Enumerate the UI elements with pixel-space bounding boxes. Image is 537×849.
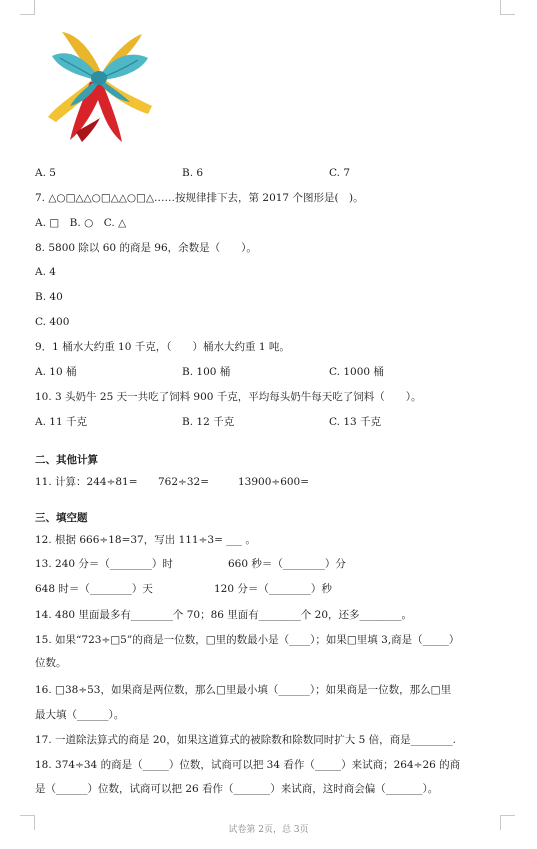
q11-part-a: 11. 计算：244÷81= [35,476,138,488]
question-15-line-2: 位数。 [35,657,67,669]
question-7: 7. △○□△△○□△△○□△……按规律排下去，第 2017 个图形是( )。 [35,192,364,204]
q9-option-c: C. 1000 桶 [329,366,384,378]
q13-part-b: 660 秒＝（________）分 [228,558,346,570]
question-14: 14. 480 里面最多有________个 70；86 里面有________个 20，还多________。 [35,609,413,621]
ribbon-bow-image [30,22,166,148]
q11-part-c: 13900÷600= [238,476,310,488]
corner-mark-top-right [500,0,515,15]
q6-option-c: C. 7 [329,167,351,179]
q7-options: A. □ B. ○ C. △ [35,217,127,229]
q11-part-b: 762÷32= [158,476,209,488]
q13-part-c: 648 时＝（________）天 [35,583,153,595]
q10-option-a: A. 11 千克 [35,416,87,428]
q8-option-b: B. 40 [35,291,63,303]
q13-part-d: 120 分＝（________）秒 [214,583,332,595]
q6-option-b: B. 6 [182,167,204,179]
corner-mark-top-left [20,0,35,15]
q8-option-c: C. 400 [35,316,70,328]
q6-option-a: A. 5 [35,167,56,179]
question-15-line-1: 15. 如果“723÷□5”的商是一位数，□里的数最小是（____）；如果□里填 3,商是（_____） [35,634,460,646]
question-18-line-2: 是（______）位数，试商可以把 26 看作（_______）来试商，这时商会偏（_______）。 [35,783,439,795]
question-16-line-1: 16. □38÷53，如果商是两位数，那么□里最小填（______）；如果商是一位数，那么□里 [35,684,452,696]
section-3-heading: 三、填空题 [35,512,88,524]
q9-option-a: A. 10 桶 [35,366,77,378]
q10-option-b: B. 12 千克 [182,416,235,428]
question-17: 17. 一道除法算式的商是 20，如果这道算式的被除数和除数同时扩大 5 倍，商是________. [35,734,456,746]
question-12: 12. 根据 666÷18=37，写出 111÷3= ___ 。 [35,534,256,546]
section-2-heading: 二、其他计算 [35,454,98,466]
question-10: 10. 3 头奶牛 25 天一共吃了饲料 900 千克，平均每头奶牛每天吃了饲料（ ）。 [35,391,422,403]
question-9: 9．1 桶水大约重 10 千克，（ ）桶水大约重 1 吨。 [35,341,290,353]
question-16-line-2: 最大填（______）。 [35,709,125,721]
question-8: 8. 5800 除以 60 的商是 96，余数是（ ）。 [35,242,257,254]
q10-option-c: C. 13 千克 [329,416,382,428]
question-18-line-1: 18. 374÷34 的商是（_____）位数，试商可以把 34 看作（_____）来试商；264÷26 的商 [35,759,461,771]
page-footer: 试卷第 2页，总 3页 [228,825,309,835]
q9-option-b: B. 100 桶 [182,366,231,378]
q13-part-a: 13. 240 分＝（________）时 [35,558,173,570]
q8-option-a: A. 4 [35,266,56,278]
